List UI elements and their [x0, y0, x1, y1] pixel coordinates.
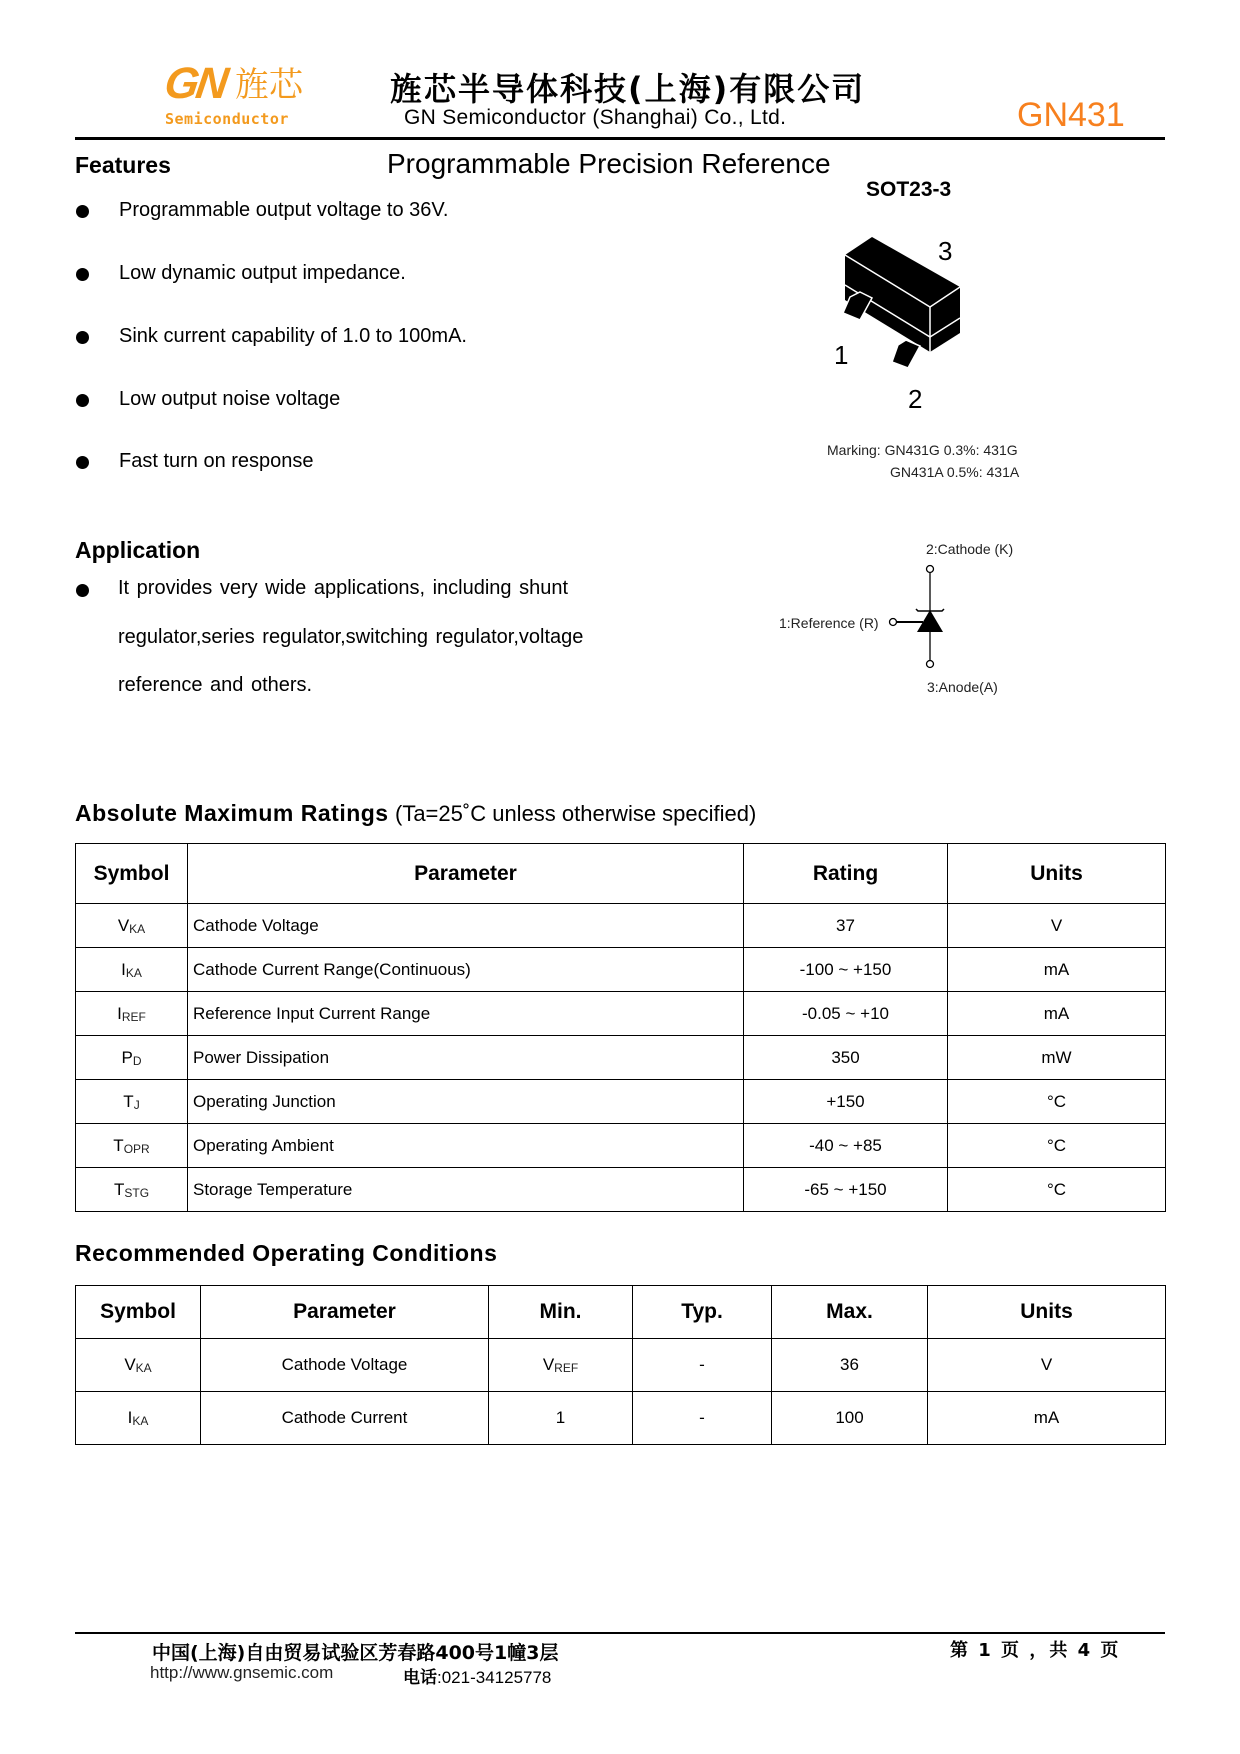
- document-title: Programmable Precision Reference: [387, 148, 831, 179]
- rating-cell: 37: [744, 904, 948, 948]
- col-symbol: Symbol: [76, 844, 188, 904]
- table-row: [76, 948, 1166, 992]
- bullet-icon: [76, 394, 89, 407]
- unit-cell: °C: [948, 1168, 1166, 1212]
- parameter-cell: Operating Ambient: [188, 1124, 744, 1168]
- parameter-cell: Cathode Voltage: [201, 1339, 489, 1392]
- table-header-row: [76, 1286, 1166, 1339]
- phone-label: 电话: [403, 1668, 437, 1688]
- unit-cell: °C: [948, 1080, 1166, 1124]
- max-cell: 100: [772, 1392, 928, 1445]
- typ-cell: -: [633, 1339, 772, 1392]
- symbol-cell: $V_{KA}$: [76, 904, 188, 948]
- symbol-cell: $I_{KA}$: [76, 1392, 201, 1445]
- pin-1-label: 1: [834, 340, 849, 370]
- application-heading: Application: [75, 537, 201, 563]
- package-name: SOT23-3: [866, 178, 952, 201]
- rating-cell: +150: [744, 1080, 948, 1124]
- rating-cell: 350: [744, 1036, 948, 1080]
- symbol-cell: $P_D$: [76, 1036, 188, 1080]
- abs-max-table: [75, 843, 1166, 1212]
- rating-cell: -0.05 ~ +10: [744, 992, 948, 1036]
- max-cell: 36: [772, 1339, 928, 1392]
- marking-line-2: GN431A 0.5%: 431A: [890, 464, 1020, 480]
- table-header-row: [76, 844, 1166, 904]
- company-name-cn: 旌芯半导体科技(上海)有限公司: [390, 70, 866, 108]
- parameter-cell: Cathode Voltage: [188, 904, 744, 948]
- rec-op-table: [75, 1285, 1166, 1445]
- unit-cell: °C: [948, 1124, 1166, 1168]
- feature-item: Low dynamic output impedance.: [119, 262, 406, 284]
- feature-item: Programmable output voltage to 36V.: [119, 199, 449, 221]
- bullet-icon: [76, 268, 89, 281]
- col-units: Units: [928, 1286, 1166, 1339]
- logo-subtitle: Semiconductor: [165, 110, 289, 128]
- abs-max-heading: [75, 800, 756, 827]
- phone-number: :021-34125778: [437, 1668, 552, 1687]
- header-divider: [75, 137, 1165, 140]
- cathode-label: 2:Cathode (K): [926, 541, 1014, 557]
- unit-cell: V: [928, 1339, 1166, 1392]
- logo-mark: GN: [161, 59, 229, 108]
- logo-cn-text: 旌芯: [235, 66, 303, 104]
- col-typ: Typ.: [633, 1286, 772, 1339]
- table-row: [76, 1124, 1166, 1168]
- footer-phone: [403, 1663, 551, 1688]
- col-min: Min.: [489, 1286, 633, 1339]
- col-rating: Rating: [744, 844, 948, 904]
- min-cell: 1: [489, 1392, 633, 1445]
- min-cell: $V_{REF}$: [489, 1339, 633, 1392]
- table-row: [76, 1392, 1166, 1445]
- application-line: It provides very wide applications, including shunt: [118, 577, 569, 599]
- table-row: [76, 1036, 1166, 1080]
- application-line: regulator,series regulator,switching regulator,voltage: [118, 626, 584, 648]
- typ-cell: -: [633, 1392, 772, 1445]
- table-row: [76, 904, 1166, 948]
- symbol-cell: $T_{STG}$: [76, 1168, 188, 1212]
- application-line: reference and others.: [118, 674, 313, 696]
- symbol-cell: $T_J$: [76, 1080, 188, 1124]
- parameter-cell: Cathode Current: [201, 1392, 489, 1445]
- table-row: [76, 1080, 1166, 1124]
- feature-item: Fast turn on response: [119, 450, 314, 472]
- feature-item: Sink current capability of 1.0 to 100mA.: [119, 325, 467, 347]
- bullet-icon: [76, 205, 89, 218]
- abs-max-title: Absolute Maximum Ratings: [75, 800, 389, 826]
- anode-label: 3:Anode(A): [927, 679, 998, 695]
- pin-3-label: 3: [938, 236, 953, 266]
- page-indicator: 第 1 页 ，共 4 页: [950, 1640, 1121, 1661]
- parameter-cell: Cathode Current Range(Continuous): [188, 948, 744, 992]
- parameter-cell: Operating Junction: [188, 1080, 744, 1124]
- footer-divider: [75, 1632, 1165, 1634]
- table-row: [76, 1339, 1166, 1392]
- col-parameter: Parameter: [188, 844, 744, 904]
- footer-website-link[interactable]: http://www.gnsemic.com: [150, 1663, 334, 1682]
- parameter-cell: Reference Input Current Range: [188, 992, 744, 1036]
- pin-2-label: 2: [908, 384, 923, 414]
- unit-cell: mA: [948, 948, 1166, 992]
- feature-item: Low output noise voltage: [119, 388, 341, 410]
- col-max: Max.: [772, 1286, 928, 1339]
- footer-address: 中国(上海)自由贸易试验区芳春路400号1幢3层: [152, 1642, 559, 1664]
- bullet-icon: [76, 456, 89, 469]
- bullet-icon: [76, 584, 89, 597]
- symbol-cell: $V_{KA}$: [76, 1339, 201, 1392]
- unit-cell: V: [948, 904, 1166, 948]
- symbol-cell: $I_{REF}$: [76, 992, 188, 1036]
- col-symbol: Symbol: [76, 1286, 201, 1339]
- features-heading: Features: [75, 152, 171, 178]
- part-number: GN431: [1017, 96, 1125, 134]
- rating-cell: -100 ~ +150: [744, 948, 948, 992]
- parameter-cell: Storage Temperature: [188, 1168, 744, 1212]
- pin-2-lead: [892, 340, 920, 368]
- marking-line-1: Marking: GN431G 0.3%: 431G: [827, 442, 1018, 458]
- reference-label: 1:Reference (R): [779, 615, 879, 631]
- rating-cell: -65 ~ +150: [744, 1168, 948, 1212]
- shunt-regulator-symbol-icon: [880, 560, 960, 675]
- rec-op-heading: Recommended Operating Conditions: [75, 1240, 498, 1266]
- unit-cell: mA: [948, 992, 1166, 1036]
- symbol-cell: $T_{OPR}$: [76, 1124, 188, 1168]
- table-row: [76, 992, 1166, 1036]
- company-name-en: GN Semiconductor (Shanghai) Co., Ltd.: [404, 106, 787, 129]
- bullet-icon: [76, 331, 89, 344]
- col-units: Units: [948, 844, 1166, 904]
- abs-max-note: (Ta=25˚C unless otherwise specified): [395, 801, 757, 826]
- col-parameter: Parameter: [201, 1286, 489, 1339]
- unit-cell: mA: [928, 1392, 1166, 1445]
- table-row: [76, 1168, 1166, 1212]
- company-logo: [161, 59, 305, 132]
- symbol-cell: $I_{KA}$: [76, 948, 188, 992]
- rating-cell: -40 ~ +85: [744, 1124, 948, 1168]
- parameter-cell: Power Dissipation: [188, 1036, 744, 1080]
- unit-cell: mW: [948, 1036, 1166, 1080]
